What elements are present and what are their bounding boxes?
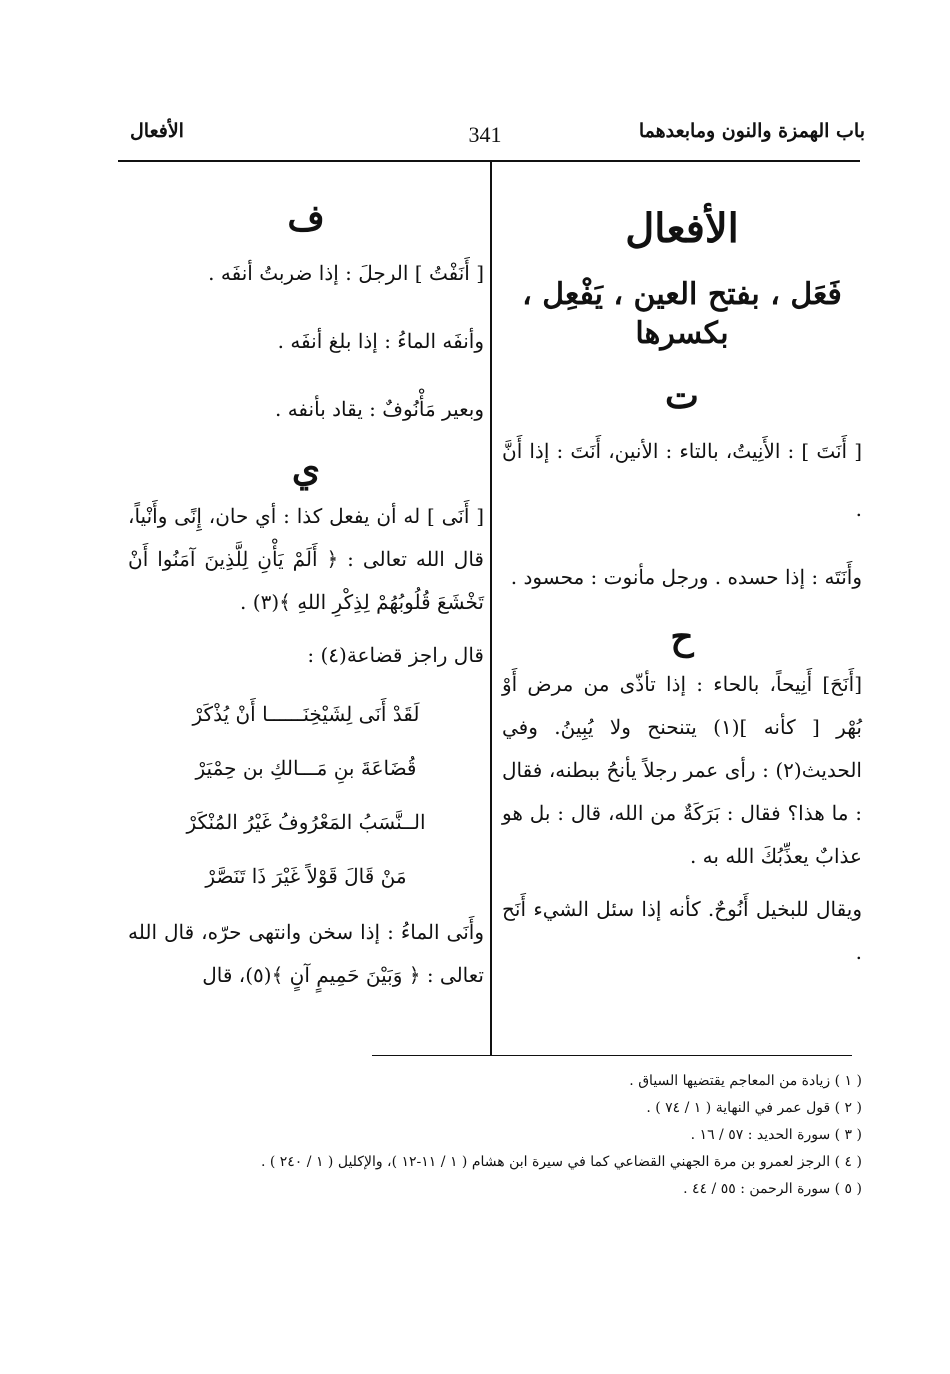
footnote-item: ( ٥ ) سورة الرحمن : ٥٥ / ٤٤ . xyxy=(683,1181,862,1197)
footnote-item: ( ٢ ) قول عمر في النهاية ( ١ / ٧٤ ) . xyxy=(646,1100,862,1116)
verse-block xyxy=(128,687,484,903)
section-title: الأفعال xyxy=(625,205,739,252)
entry-anafa-water: وأنفَه الماءُ : إذا بلغ أنفَه . xyxy=(277,329,484,354)
entry-anaha-miser: ويقال للبخيل أَنُوحٌ. كأنه إذا سئل الشيء أَنَح . xyxy=(502,897,862,965)
left-column xyxy=(128,195,484,1007)
entry-anaha-definition: [أَنَحَ] أَنِيحاً، بالحاء : إذا تأذّى من مرض أَوْ بُهْر [ كأنه ](١) يتنحنح ولا يُبِينُ. وفي الحديث(٢) : رأى عمر رجلاً يأنحُ ببطنه، فقال : ما هذا؟ فقال : بَرَكَةٌ من الله، قال : بل هو عذابٌ يعذِّبُكَ الله به . xyxy=(502,672,862,869)
page-number: 341 xyxy=(468,122,502,147)
verse-line: قُضَاعَةَ بنِ مَـــالكِ بن حِمْيَرْ xyxy=(195,756,417,781)
entry-anafa-struck: [ أَنَفْتُ ] الرجلَ : إذا ضربتُ أنفَه . xyxy=(208,261,484,286)
entry-ana-water-heat: وأَنَى الماءُ : إذا سخن وانتهى حرّه، قال الله تعالى : ﴿ وَبَيْنَ حَمِيمٍ آنٍ ﴾(٥)، قال xyxy=(128,920,484,988)
letter-heading-fa: ف xyxy=(287,197,325,239)
footnote-item: ( ٤ ) الرجز لعمرو بن مرة الجهني القضاعي كما في سيرة ابن هشام ( ١ / ١١-١٢ )، والإكليل ( ١ / ٢٤٠ ) . xyxy=(260,1154,862,1170)
footnote-item: ( ١ ) زيادة من المعاجم يقتضيها السياق . xyxy=(629,1073,862,1089)
verse-line: الــنَّسَبُ المَعْرُوفُ غَيْرُ المُنْكَرْ xyxy=(186,810,426,835)
entry-anafa-camel: وبعير مَأْنُوفٌ : يقاد بأنفه . xyxy=(274,397,484,422)
header-rule xyxy=(118,160,860,162)
entry-anata-definition: [ أَنَتَ ] : الأَنِيتُ، بالتاء : الأنين، أَنَتَ : إذا أَنَّ . xyxy=(502,439,862,522)
letter-heading-ha: ح xyxy=(670,616,694,659)
footnote-rule xyxy=(372,1055,852,1056)
column-divider xyxy=(490,162,492,1055)
right-column xyxy=(502,195,862,984)
verse-line: لَقَدْ أَنَى لِشَيْخِنَــــــا أَنْ يُذْكَرْ xyxy=(192,702,420,727)
letter-heading-ta: ت xyxy=(665,375,699,417)
entry-ana-poet-intro: قال راجز قضاعة(٤) : xyxy=(307,643,484,668)
footnote-item: ( ٣ ) سورة الحديد : ٥٧ / ١٦ . xyxy=(690,1127,862,1143)
running-head-section: الأفعال xyxy=(130,120,184,142)
entry-anata-envy: وأَنَتَه : إذا حسده . ورجل مأنوت : محسود . xyxy=(510,565,862,590)
running-head-chapter: باب الهمزة والنون ومابعدهما xyxy=(638,120,865,142)
entry-ana-definition: [ أَنَى ] له أن يفعل كذا : أي حان، إِنًى وأَنْياً، قال الله تعالى : ﴿ أَلَمْ يَأْنِ لِلَّذِينَ آمَنُوا أَنْ تَخْشَعَ قُلُوبُهُمْ لِذِكْرِ اللهِ ﴾(٣) . xyxy=(128,504,484,615)
footnotes xyxy=(122,1068,862,1203)
section-subtitle: فَعَل ، بفتح العين ، يَفْعِل ، بكسرها xyxy=(522,277,842,351)
verse-line: مَنْ قَالَ قَوْلاً غَيْرَ ذَا تَنَصَّرْ xyxy=(205,864,407,889)
letter-heading-ya: ي xyxy=(291,448,321,491)
